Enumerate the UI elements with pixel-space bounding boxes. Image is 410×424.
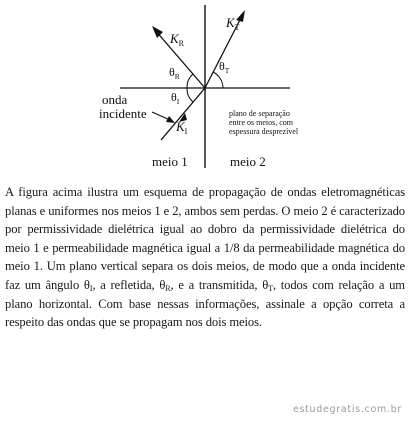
symbol-theta-r: $\theta_R$ [159, 277, 171, 293]
statement-part-4: , todos com relação a um plano horizontal. Com base nessas informações, assinale a opção correta a respeito das ondas que se propagam nos dois meios. [5, 277, 405, 330]
label-theta-i: $\theta_I$ [171, 90, 180, 106]
angle-arc-transmitted [213, 72, 223, 88]
label-theta-r: $\theta_R$ [169, 65, 180, 81]
statement-part-1: A figura acima ilustra um esquema de propagação de ondas eletromagnéticas planas e uniformes nos meios 1 e 2, ambos sem perdas. O meio 2 é caracterizado por permissividade dielétrica igual ao dobro da permissividade dielétrica do meio 1 e permeabilidade magnética igual a 1/8 da permeabilidade magnética do meio 1. Um plano vertical separa os dois meios, de modo que a onda incidente faz um ângulo [5, 185, 405, 292]
diagram-svg [0, 0, 410, 175]
plane-note-line3: espessura desprezível [229, 127, 299, 136]
label-incidente: incidente [99, 106, 147, 121]
plane-note-line2: entre os meios, com [229, 118, 293, 127]
propagation-diagram [0, 0, 410, 175]
label-ki: $K_I$ [176, 119, 188, 136]
label-theta-t: $\theta_T$ [219, 59, 230, 75]
statement-part-2: , a refletida, [92, 277, 160, 292]
plane-note-line1: plano de separação [229, 109, 290, 118]
transmitted-arrowhead [236, 10, 245, 22]
symbol-theta-i: $\theta_I$ [83, 277, 93, 293]
incident-label-pointer [152, 112, 170, 120]
label-meio-2: meio 2 [230, 154, 266, 169]
incident-label-arrowhead [166, 116, 175, 123]
label-kr: $K_R$ [170, 31, 185, 48]
statement-part-3: , e a transmitida, [170, 277, 263, 292]
symbol-theta-t: $\theta_T$ [262, 277, 273, 293]
label-onda: onda [102, 92, 128, 107]
angle-arc-reflected [187, 74, 193, 88]
question-statement [5, 183, 405, 332]
watermark-text: estudegratis.com.br [292, 404, 402, 415]
label-kt: $K_T$ [226, 15, 240, 32]
label-meio-1: meio 1 [152, 154, 188, 169]
angle-arc-incident [187, 88, 193, 102]
reflected-arrowhead [152, 26, 163, 38]
